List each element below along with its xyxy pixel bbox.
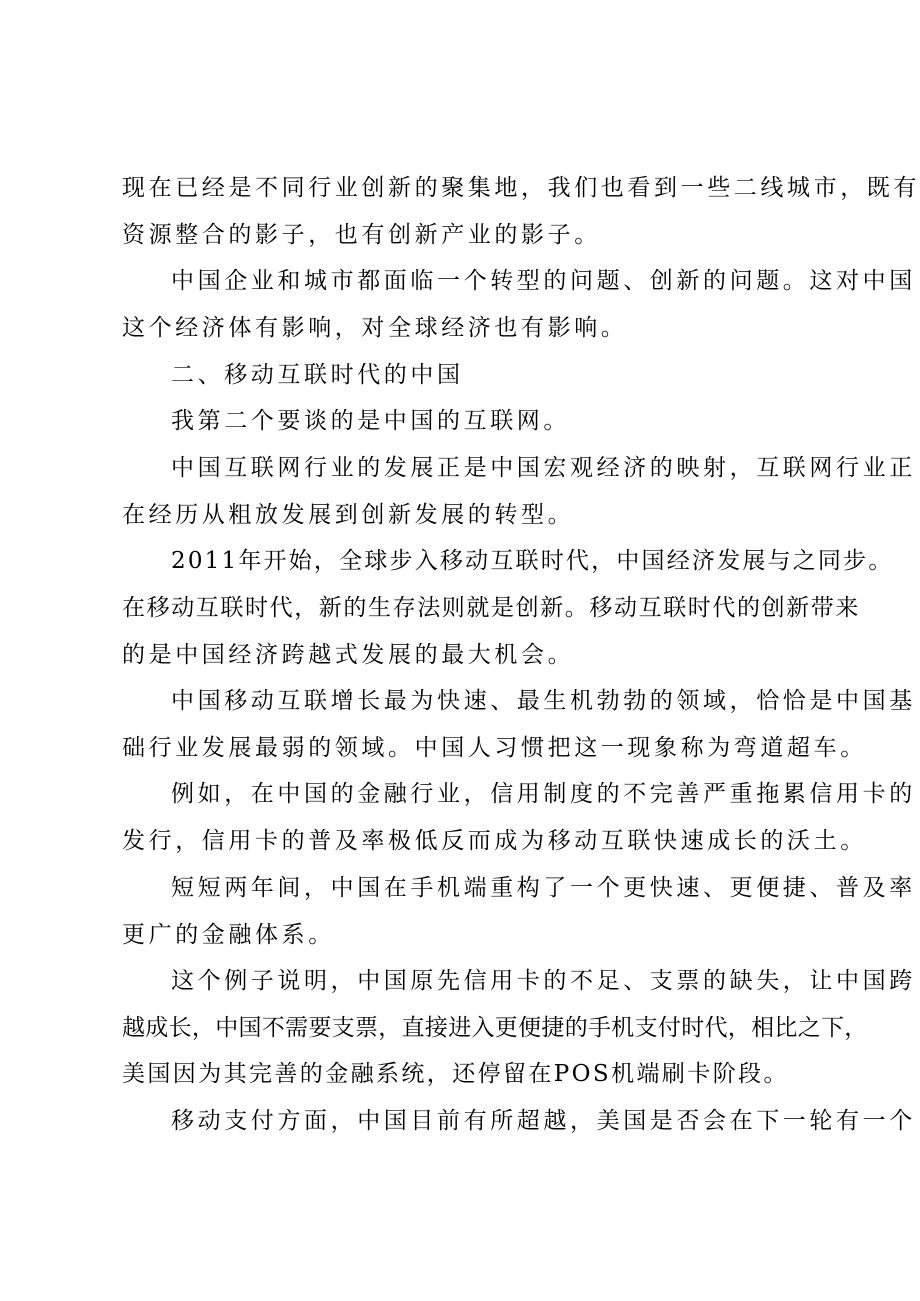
body-text-line: 现在已经是不同行业创新的聚集地，我们也看到一些二线城市，既有	[122, 175, 920, 201]
body-text-line: 中国互联网行业的发展正是中国宏观经济的映射，互联网行业正	[171, 455, 916, 481]
body-text-line: 短短两年间，中国在手机端重构了一个更快速、更便捷、普及率	[171, 875, 916, 901]
body-text-line: 例如，在中国的金融行业，信用制度的不完善严重拖累信用卡的	[171, 781, 916, 807]
body-text-line: 越成长，中国不需要支票，直接进入更便捷的手机支付时代，相比之下，	[122, 1015, 868, 1041]
body-text-line: 我第二个要谈的是中国的互联网。	[171, 408, 570, 434]
body-text-line: 在经历从粗放发展到创新发展的转型。	[122, 502, 575, 528]
body-text-line: 2011年开始，全球步入移动互联时代，中国经济发展与之同步。	[171, 548, 894, 574]
body-text-line: 的是中国经济跨越式发展的最大机会。	[122, 642, 575, 668]
body-text-line: 中国企业和城市都面临一个转型的问题、创新的问题。这对中国	[171, 268, 916, 294]
body-text-line: 美国因为其完善的金融系统，还停留在POS机端刷卡阶段。	[122, 1061, 789, 1087]
body-text-line: 资源整合的影子，也有创新产业的影子。	[122, 222, 601, 248]
body-text-line: 发行，信用卡的普及率极低反而成为移动互联快速成长的沃土。	[122, 828, 867, 854]
section-heading: 二、移动互联时代的中国	[171, 362, 464, 388]
body-text-line: 更广的金融体系。	[122, 922, 335, 948]
body-text-line: 中国移动互联增长最为快速、最生机勃勃的领域，恰恰是中国基	[171, 688, 916, 714]
body-text-line: 这个例子说明，中国原先信用卡的不足、支票的缺失，让中国跨	[171, 968, 916, 994]
body-text-line: 移动支付方面，中国目前有所超越，美国是否会在下一轮有一个	[171, 1108, 916, 1134]
body-text-line: 这个经济体有影响，对全球经济也有影响。	[122, 315, 628, 341]
body-text-line: 础行业发展最弱的领域。中国人习惯把这一现象称为弯道超车。	[122, 735, 867, 761]
body-text-line: 在移动互联时代，新的生存法则就是创新。移动互联时代的创新带来	[122, 595, 860, 621]
